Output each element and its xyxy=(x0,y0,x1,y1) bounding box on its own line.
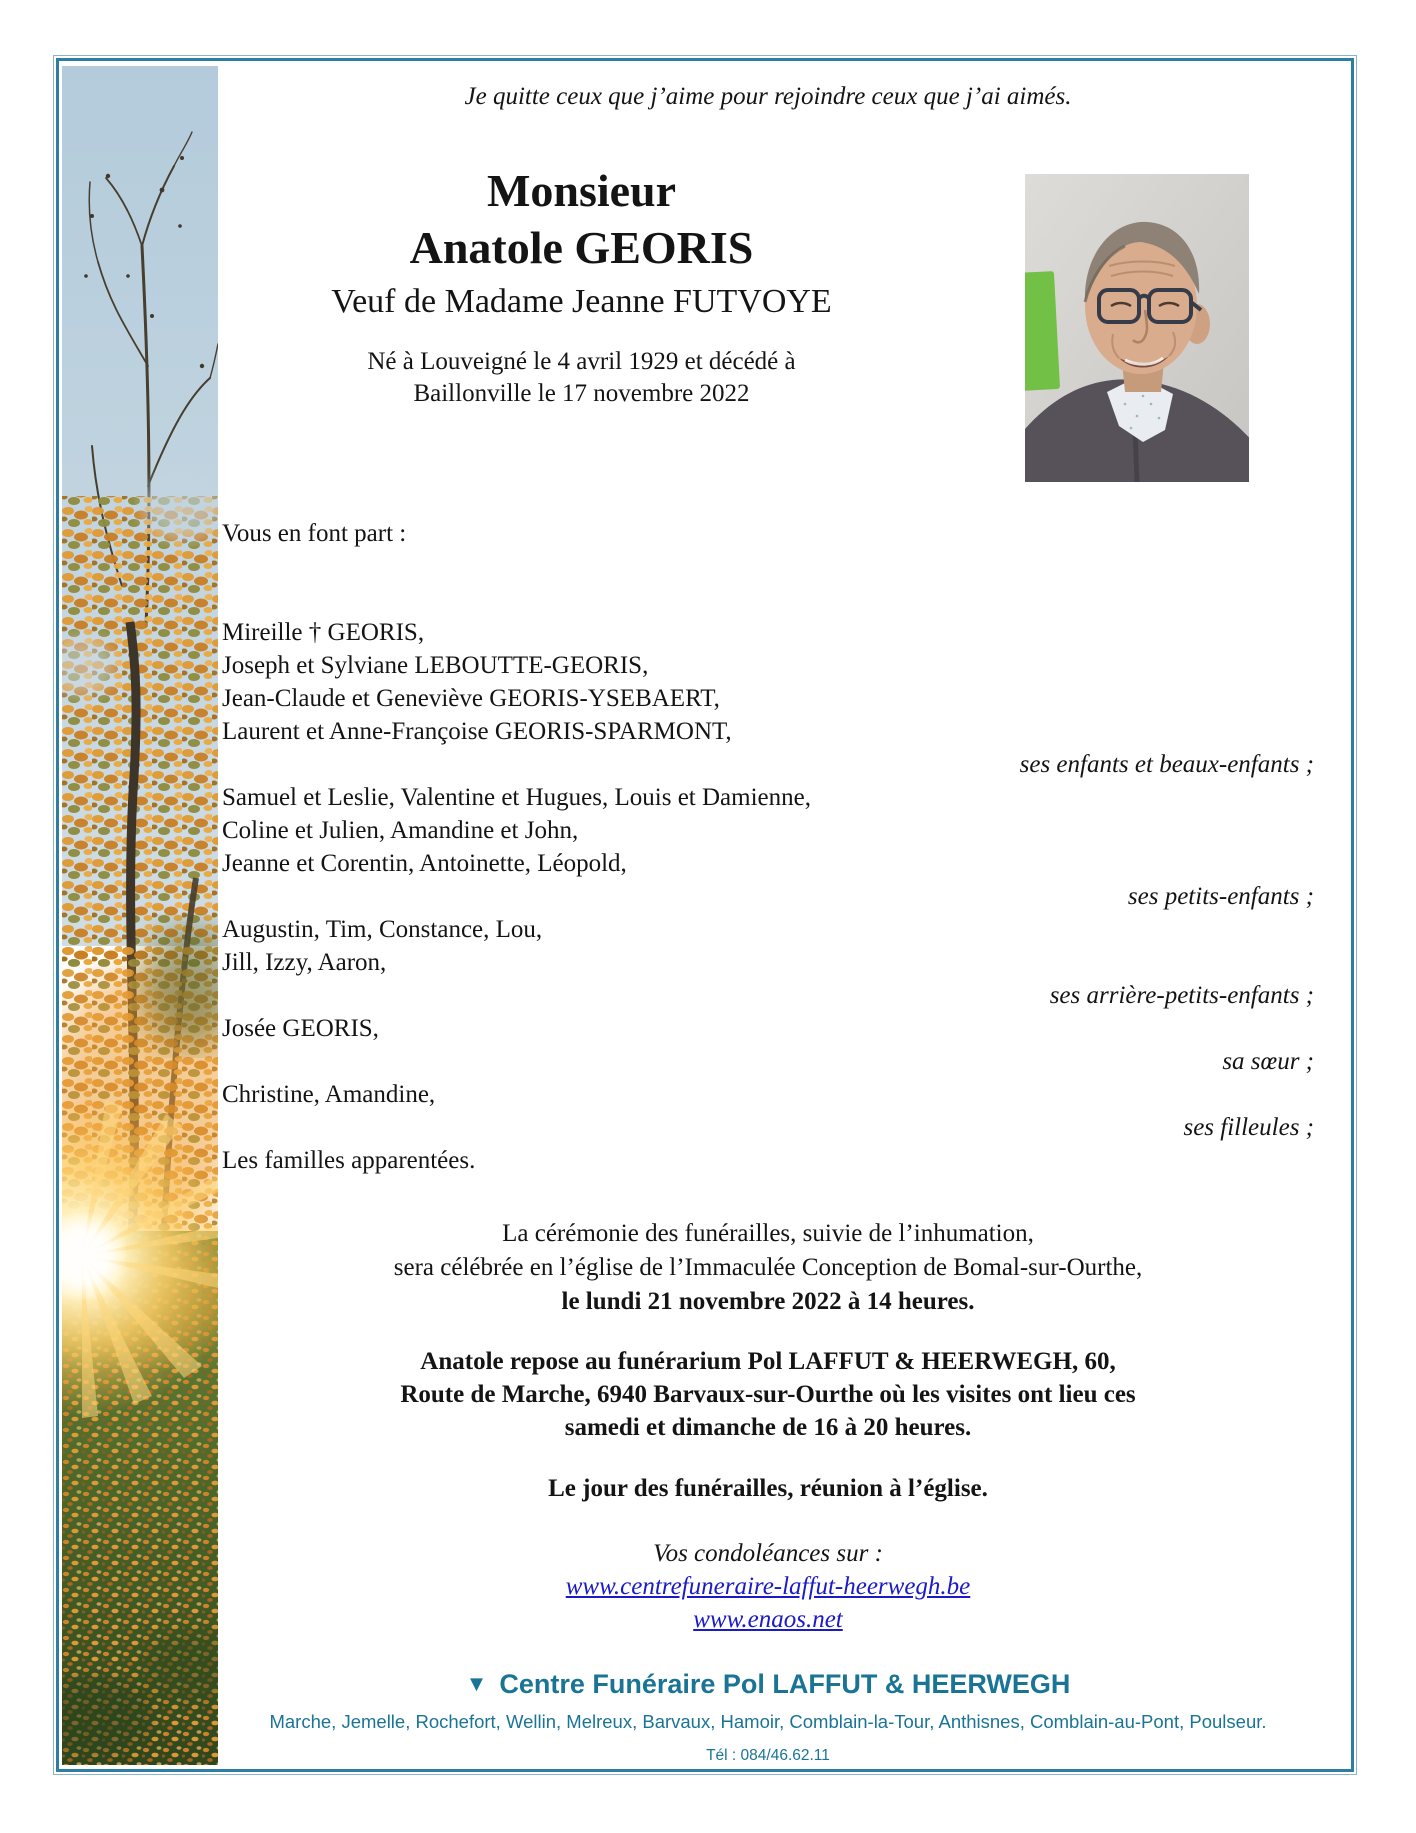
condolences-intro: Vos condoléances sur : xyxy=(653,1540,883,1567)
family-name-line: Jill, Izzy, Aaron, xyxy=(222,949,387,976)
ceremony-line: sera célébrée en l’église de l’Immaculée Conception de Bomal-sur-Ourthe, xyxy=(393,1254,1143,1281)
autumn-photo-illustration xyxy=(62,66,218,1765)
card-content xyxy=(222,66,1314,1768)
deceased-name: Anatole GEORIS xyxy=(409,222,754,273)
funeral-home-name-text: Centre Funéraire Pol LAFFUT & HEERWEGH xyxy=(499,1669,1071,1699)
family-name-line: Samuel et Leslie, Valentine et Hugues, Louis et Damienne, xyxy=(222,784,811,811)
meeting-line: Le jour des funérailles, réunion à l’église. xyxy=(548,1475,988,1502)
repose-line: Route de Marche, 6940 Barvaux-sur-Ourthe où les visites ont lieu ces xyxy=(400,1381,1136,1408)
birth-death-line: Né à Louveigné le 4 avril 1929 et décédé à xyxy=(367,348,796,375)
header-row xyxy=(222,162,1314,482)
autumn-photo-strip xyxy=(62,66,218,1765)
family-name-line: Josée GEORIS, xyxy=(222,1015,379,1042)
family-name-line: Mireille † GEORIS, xyxy=(222,619,425,646)
birth-death-line: Baillonville le 17 novembre 2022 xyxy=(413,380,750,407)
triangle-icon: ▼ xyxy=(465,1671,488,1696)
funeral-home-locations: Marche, Jemelle, Rochefort, Wellin, Melreux, Barvaux, Hamoir, Comblain-la-Tour, Anthisnes, Comblain-au-Pont, Poulseur. xyxy=(269,1711,1267,1732)
title-monsieur: Monsieur xyxy=(486,165,677,216)
sunburst xyxy=(62,1096,218,1418)
family-name-line: Augustin, Tim, Constance, Lou, xyxy=(222,916,543,943)
family-name-line: Joseph et Sylviane LEBOUTTE-GEORIS, xyxy=(222,652,649,679)
repose-line: samedi et dimanche de 16 à 20 heures. xyxy=(564,1414,972,1441)
funeral-home-footer xyxy=(222,1666,1314,1766)
condolences-section xyxy=(222,1537,1314,1636)
family-name-line: Laurent et Anne-Françoise GEORIS-SPARMONT, xyxy=(222,718,732,745)
announcement-intro: Vous en font part : xyxy=(222,520,407,547)
condolences-link-enaos[interactable]: www.enaos.net xyxy=(693,1606,843,1633)
memorial-quote: Je quitte ceux que j’aime pour rejoindre ceux que j’ai aimés. xyxy=(464,83,1072,110)
portrait-photo xyxy=(1025,174,1249,482)
ceremony-line: La cérémonie des funérailles, suivie de l’inhumation, xyxy=(502,1220,1034,1247)
family-name-line: Coline et Julien, Amandine et John, xyxy=(222,817,579,844)
relation-label: sa sœur ; xyxy=(1222,1048,1314,1075)
relation-label: ses petits-enfants ; xyxy=(1127,883,1314,910)
ceremony-section xyxy=(222,1217,1314,1319)
portrait-illustration xyxy=(1025,174,1249,482)
repose-section xyxy=(222,1345,1314,1444)
repose-line: Anatole repose au funérarium Pol LAFFUT & HEERWEGH, 60, xyxy=(420,1348,1116,1375)
family-name-line: Jeanne et Corentin, Antoinette, Léopold, xyxy=(222,850,627,877)
title-block xyxy=(222,162,1025,482)
widower-line: Veuf de Madame Jeanne FUTVOYE xyxy=(331,283,832,320)
family-name-line: Christine, Amandine, xyxy=(222,1081,436,1108)
relation-label: ses enfants et beaux-enfants ; xyxy=(1019,751,1314,778)
relation-label: ses filleules ; xyxy=(1183,1114,1314,1141)
ceremony-date-line: le lundi 21 novembre 2022 à 14 heures. xyxy=(561,1288,975,1315)
family-list xyxy=(222,616,1314,1177)
family-name-line: Les familles apparentées. xyxy=(222,1147,476,1174)
funeral-home-name xyxy=(222,1666,1314,1702)
condolences-link-centrefuneraire[interactable]: www.centrefuneraire-laffut-heerwegh.be xyxy=(565,1573,971,1600)
relation-label: ses arrière-petits-enfants ; xyxy=(1049,982,1314,1009)
funeral-home-phone: Tél : 084/46.62.11 xyxy=(706,1747,830,1764)
family-name-line: Jean-Claude et Geneviève GEORIS-YSEBAERT, xyxy=(222,685,720,712)
